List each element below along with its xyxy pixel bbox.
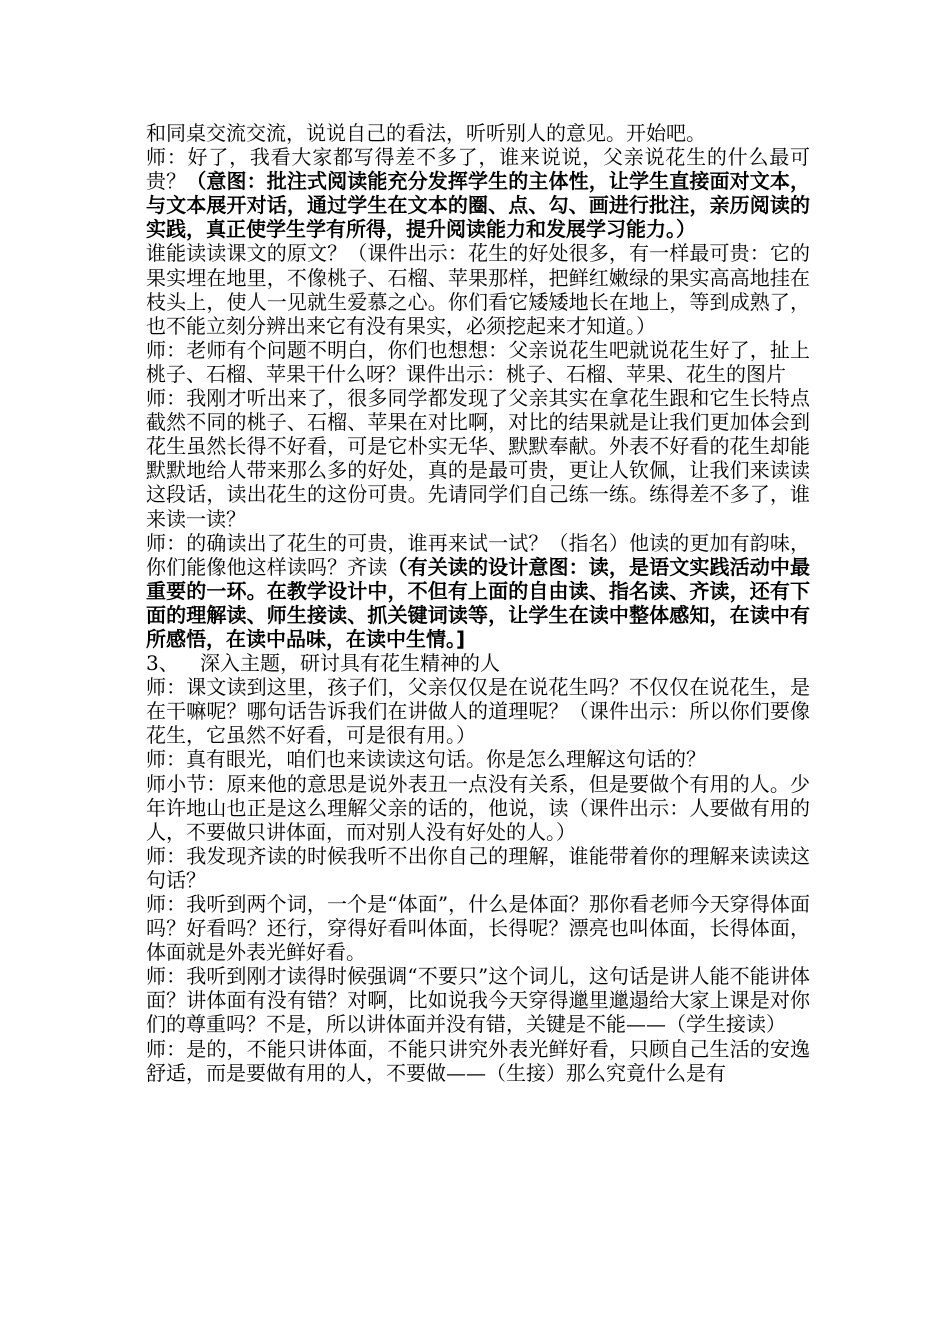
- paragraph: [146, 241, 810, 337]
- paragraph: [146, 145, 810, 241]
- paragraph: [146, 386, 810, 531]
- section-number: 3、: [146, 651, 179, 676]
- paragraph: [146, 1037, 810, 1085]
- document-body: [146, 121, 810, 1085]
- paragraph: [146, 338, 810, 386]
- paragraph-text: 和同桌交流交流，说说自己的看法，听听别人的意见。开始吧。: [146, 121, 706, 145]
- paragraph-text: 师：课文读到这里，孩子们，父亲仅仅是在说花生吗？不仅仅在说花生，是在干嘛呢？哪句话告诉我们在讲做人的道理呢？（课件出示：所以你们要像花生，它虽然不好看，可是很有用。）: [146, 675, 810, 748]
- paragraph-text: 师：我刚才听出来了，很多同学都发现了父亲其实在拿花生跟和它生长特点截然不同的桃子、石榴、苹果在对比啊，对比的结果就是让我们更加体会到花生虽然长得不好看，可是它朴实无华、默默奉献。外表不好看的花生却能默默地给人带来那么多的好处，真的是最可贵，更让人钦佩，让我们来读读这段话，读出花生的这份可贵。先请同学们自己练一练。练得差不多了，谁来读一读？: [146, 386, 810, 531]
- paragraph: [146, 747, 810, 771]
- paragraph-text: 师：的确读出了花生的可贵，谁再来试一试？（指名）他读的更加有韵味，你们能像他这样读吗？齐读: [146, 530, 810, 579]
- paragraph-text: 师：我听到两个词，一个是“体面”，什么是体面？那你看老师今天穿得体面吗？好看吗？还行，穿得好看叫体面，长得呢？漂亮也叫体面，长得体面，体面就是外表光鲜好看。: [146, 892, 810, 965]
- section-heading: [146, 651, 810, 675]
- paragraph-text: 师：是的，不能只讲体面，不能只讲究外表光鲜好看，只顾自己生活的安逸舒适，而是要做有用的人，不要做——（生接）那么究竟什么是有: [146, 1036, 810, 1085]
- paragraph-text: 师：好了，我看大家都写得差不多了，谁来说说，父亲说花生的什么最可贵？: [146, 145, 810, 194]
- paragraph: [146, 675, 810, 747]
- paragraph: [146, 844, 810, 892]
- paragraph-text: 师：我听到刚才读得时候强调“不要只”这个词儿，这句话是讲人能不能讲体面？讲体面有没有错？对啊，比如说我今天穿得邋里邋遢给大家上课是对你们的尊重吗？不是，所以讲体面并没有错，关键是不能——（学生接读）: [146, 964, 810, 1037]
- paragraph: [146, 772, 810, 844]
- paragraph-text: 师小节：原来他的意思是说外表丑一点没有关系，但是要做个有用的人。少年许地山也正是这么理解父亲的话的，他说，读（课件出示：人要做有用的人，不要做只讲体面，而对别人没有好处的人。）: [146, 771, 810, 844]
- paragraph: [146, 121, 810, 145]
- paragraph-text: 师：老师有个问题不明白，你们也想想：父亲说花生吧就说花生好了，扯上桃子、石榴、苹果干什么呀？课件出示：桃子、石榴、苹果、花生的图片: [146, 337, 810, 386]
- paragraph-text: 谁能读读课文的原文？（课件出示：花生的好处很多，有一样最可贵：它的果实埋在地里，不像桃子、石榴、苹果那样，把鲜红嫩绿的果实高高地挂在枝头上，使人一见就生爱慕之心。你们看它矮矮地长在地上，等到成熟了，也不能立刻分辨出来它有没有果实，必须挖起来才知道。）: [146, 241, 810, 338]
- paragraph: [146, 531, 810, 651]
- design-intent-note: （有关读的设计意图：读，是语文实践活动中最重要的一环。在教学设计中，不但有上面的自由读、指名读、齐读，还有下面的理解读、师生接读、抓关键词读等，让学生在读中整体感知，在读中有所感悟，在读中品味，在读中生情。]: [146, 554, 810, 651]
- section-title: 深入主题，研讨具有花生精神的人: [200, 651, 500, 676]
- paragraph: [146, 964, 810, 1036]
- paragraph-text: 师：我发现齐读的时候我听不出你自己的理解，谁能带着你的理解来读读这句话？: [146, 843, 810, 892]
- paragraph: [146, 892, 810, 964]
- paragraph-text: 师：真有眼光，咱们也来读读这句话。你是怎么理解这句话的？: [146, 747, 706, 772]
- design-intent-note: （意图：批注式阅读能充分发挥学生的主体性，让学生直接面对文本，与文本展开对话，通过学生在文本的圈、点、勾、画进行批注，亲历阅读的实践，真正使学生学有所得，提升阅读能力和发展学习能力。）: [146, 169, 810, 242]
